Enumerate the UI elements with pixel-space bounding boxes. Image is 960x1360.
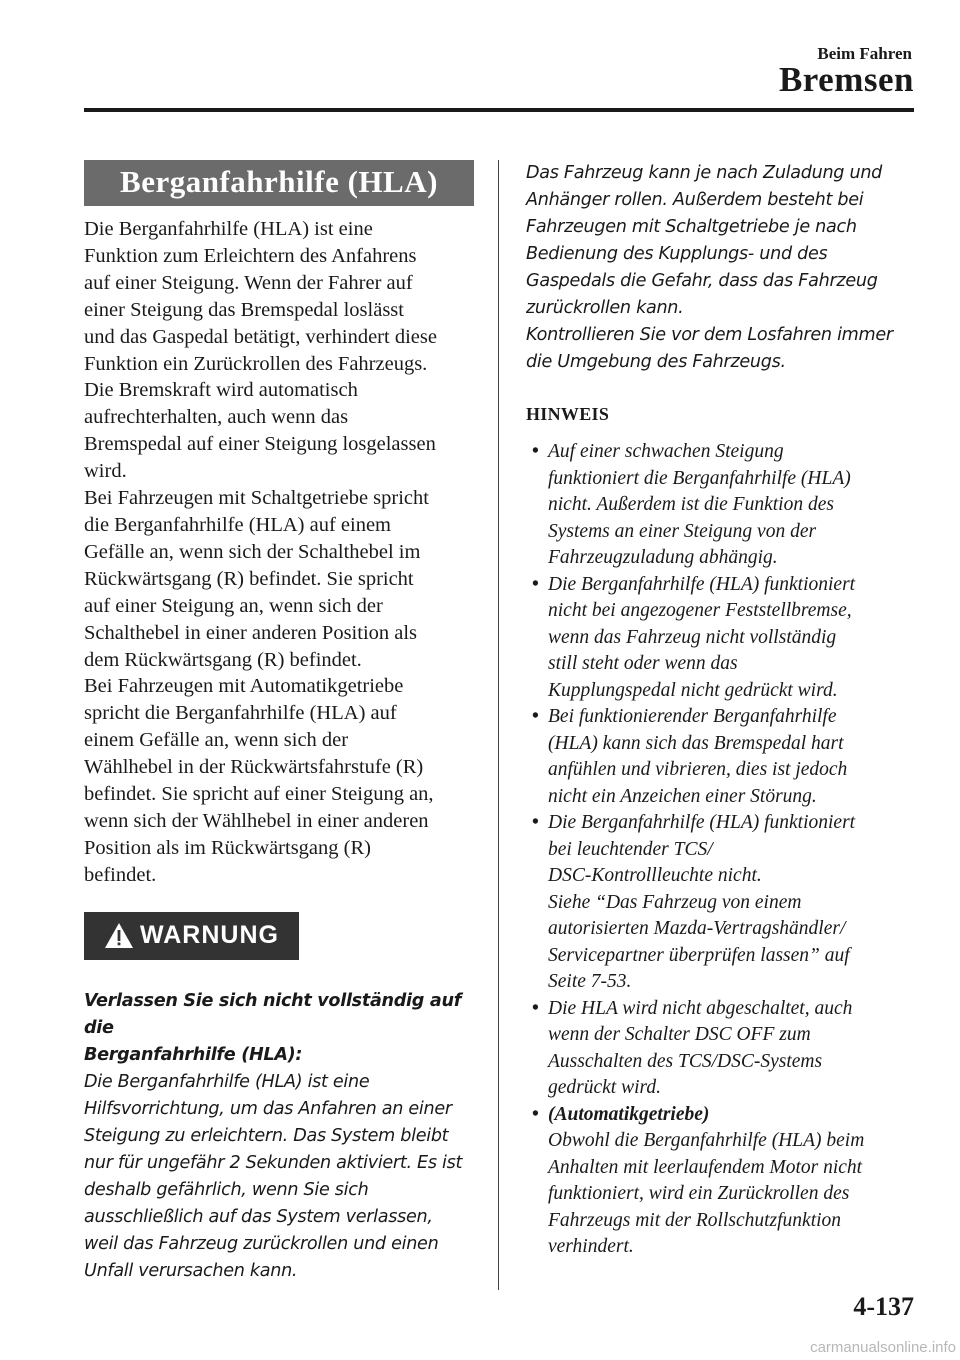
bullet-icon: • <box>532 706 539 727</box>
note-lead: (Automatikgetriebe) <box>548 1103 710 1125</box>
body-text: Die Berganfahrhilfe (HLA) ist eine Funktion zum Erleichtern des Anfahrens auf einer Steigung. Wenn der Fahrer auf einer Steigung das Bremspedal loslässt und das Gaspedal betätigt, verhindert diese Funktion ein Zurückrollen des Fahrzeugs. Die Bremskraft wird automatisch aufrechterhalten, auch wenn das Bremspedal auf einer Steigung losgelassen wird. Bei Fahrzeugen mit Schaltgetriebe spricht die Berganfahrhilfe (HLA) auf einem Gefälle an, wenn sich der Schalthebel im Rückwärtsgang (R) befindet. Sie spricht auf einer Steigung an, wenn sich der Schalthebel in einer anderen Position als dem Rückwärtsgang (R) befindet. Bei Fahrzeugen mit Automatikgetriebe spricht die Berganfahrhilfe (HLA) auf einem Gefälle an, wenn sich der Wählhebel in der Rückwärtsfahrstufe (R) befindet. Sie spricht auf einer Steigung an, wenn sich der Wählhebel in einer anderen Position als im Rückwärtsgang (R) befindet. <box>84 218 437 886</box>
right-column <box>526 160 916 1261</box>
note-item <box>526 996 916 1102</box>
warning-label: WARNUNG <box>140 921 279 950</box>
left-column <box>84 160 474 1285</box>
bullet-icon: • <box>532 1103 539 1125</box>
note-list <box>526 439 916 1261</box>
note-item <box>526 704 916 810</box>
note-text: Die HLA wird nicht abgeschaltet, auch wenn der Schalter DSC OFF zum Ausschalten des TCS/DSC-Systems gedrückt wird. <box>548 997 853 1098</box>
note-text: Die Berganfahrhilfe (HLA) funktioniert bei leuchtender TCS/ DSC-Kontrollleuchte nicht. Siehe “Das Fahrzeug von einem autorisierten Mazda-Vertragshändler/ Servicepartner überprüfen lassen” auf Seite 7-53. <box>548 812 856 992</box>
note-item <box>526 439 916 572</box>
bullet-icon: • <box>532 573 539 595</box>
note-text: Auf einer schwachen Steigung funktioniert die Berganfahrhilfe (HLA) nicht. Außerdem ist die Funktion des Systems an einer Steigung von der Fahrzeugzuladung abhängig. <box>548 441 851 568</box>
bullet-icon: • <box>532 441 539 462</box>
note-text: Obwohl die Berganfahrhilfe (HLA) beim Anhalten mit leerlaufendem Motor nicht funktioniert, wird ein Zurückrollen des Fahrzeugs mit der Rollschutzfunktion verhindert. <box>548 1130 865 1257</box>
column-divider <box>498 160 499 1290</box>
warning-heading: Verlassen Sie sich nicht vollständig auf die Berganfahrhilfe (HLA): <box>84 990 462 1065</box>
note-heading: HINWEIS <box>526 404 610 424</box>
topic-heading: Berganfahrhilfe (HLA) <box>84 160 474 206</box>
note-item <box>526 810 916 996</box>
warning-triangle-icon <box>104 922 134 949</box>
warning-continued-text: Das Fahrzeug kann je nach Zuladung und Anhänger rollen. Außerdem besteht bei Fahrzeugen mit Schaltgetriebe je nach Bedienung des Kupplungs- und des Gaspedals die Gefahr, dass das Fahrzeug zurückrollen kann. Kontrollieren Sie vor dem Losfahren immer die Umgebung des Fahrzeugs. <box>526 163 893 372</box>
note-text: Bei funktionierender Berganfahrhilfe (HLA) kann sich das Bremspedal hart anfühlen und vibrieren, dies ist jedoch nicht ein Anzeichen einer Störung. <box>548 706 848 807</box>
note-item <box>526 1102 916 1261</box>
note-item <box>526 572 916 705</box>
warning-badge <box>84 912 299 960</box>
warning-body: Die Berganfahrhilfe (HLA) ist eine Hilfsvorrichtung, um das Anfahren an einer Steigung zu erleichtern. Das System bleibt nur für ungefähr 2 Sekunden aktiviert. Es ist deshalb gefährlich, wenn Sie sich ausschließlich auf das System verlassen, weil das Fahrzeug zurückrollen und einen Unfall verursachen kann. <box>84 1071 463 1281</box>
chapter-title: Beim Fahren <box>817 44 912 63</box>
note-text: Die Berganfahrhilfe (HLA) funktioniert nicht bei angezogener Feststellbremse, wenn das Fahrzeug nicht vollständig still steht oder wenn das Kupplungspedal nicht gedrückt wird. <box>548 573 856 701</box>
section-title: Bremsen <box>778 60 914 99</box>
bullet-icon: • <box>532 997 539 1019</box>
bullet-icon: • <box>532 812 539 833</box>
watermark: carmanualsonline.info <box>810 1339 956 1356</box>
header-rule <box>84 108 914 112</box>
page-number: 4-137 <box>853 1292 914 1321</box>
